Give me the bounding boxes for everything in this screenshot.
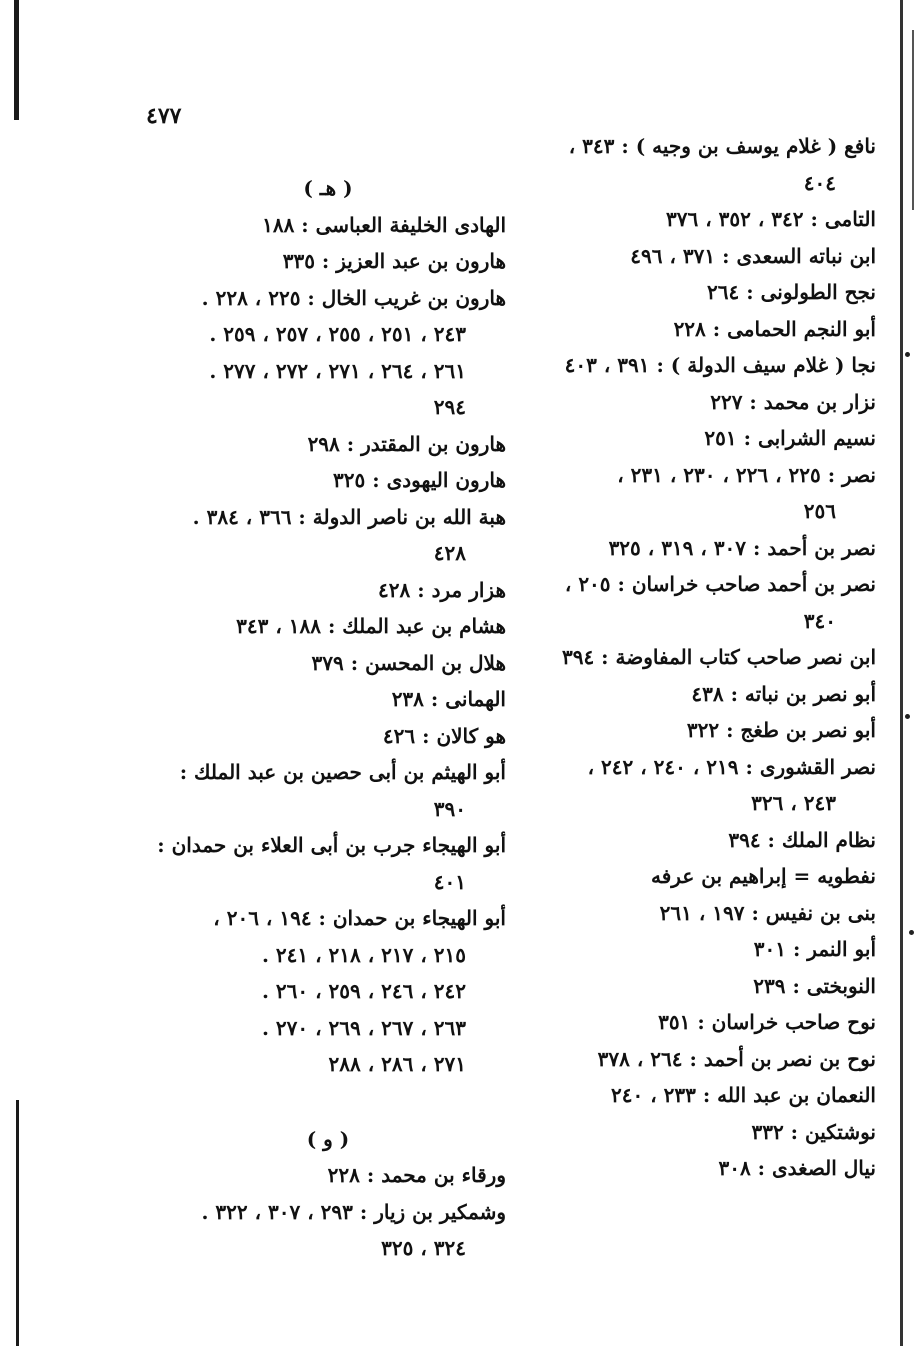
index-entry: ابن نصر صاحب كتاب المفاوضة : ٣٩٤ (561, 645, 876, 669)
index-entry-continuation: ٣٩٠ (433, 796, 466, 821)
index-entry: نصر : ٢٢٥ ، ٢٢٦ ، ٢٣٠ ، ٢٣١ ، (617, 462, 876, 487)
index-entry: نسيم الشرابى : ٢٥١ (704, 426, 876, 450)
page-number: ٤٧٧ (146, 103, 182, 129)
index-entry: أبو الهيجاء بن حمدان : ١٩٤ ، ٢٠٦ ، (213, 906, 506, 930)
index-entry: نوح صاحب خراسان : ٣٥١ (658, 1010, 876, 1034)
index-entry-continuation: ٣٤٠ (803, 608, 836, 633)
index-entry-continuation: ٢٥٦ (803, 499, 836, 523)
section-ha-entries (150, 207, 506, 1083)
index-entry: بنى بن نفيس : ١٩٧ ، ٢٦١ (659, 900, 876, 925)
index-entry: هزار مرد : ٤٢٨ (378, 577, 506, 602)
index-entry-continuation: ٤٠١ (433, 869, 466, 894)
index-entry-continuation: ٢٧١ ، ٢٨٦ ، ٢٨٨ (328, 1052, 466, 1076)
index-entry: هبة الله بن ناصر الدولة : ٣٦٦ ، ٣٨٤ . (192, 504, 506, 529)
index-entry-continuation: ٣٢٤ ، ٣٢٥ (381, 1236, 466, 1260)
index-entry-continuation: ٤٢٨ (433, 541, 466, 565)
index-entry-continuation: ٢٤٢ ، ٢٤٦ ، ٢٥٩ ، ٢٦٠ . (261, 979, 466, 1003)
scan-speck (905, 714, 910, 719)
scan-edge-top (14, 0, 19, 120)
index-entry: أبو النجم الحمامى : ٢٢٨ (673, 316, 876, 341)
index-entry: نصر بن أحمد صاحب خراسان : ٢٠٥ ، (564, 572, 876, 596)
index-entry: الهادى الخليفة العباسى : ١٨٨ (262, 212, 506, 237)
index-entry: هلال بن المحسن : ٣٧٩ (311, 650, 506, 675)
index-entry: التامى : ٣٤٢ ، ٣٥٢ ، ٣٧٦ (666, 207, 876, 231)
index-entry: هو كالان : ٤٢٦ (382, 723, 506, 748)
section-heading-waw: ( و ) (306, 1126, 350, 1151)
index-entry: هارون بن غريب الخال : ٢٢٥ ، ٢٢٨ . (201, 285, 506, 310)
index-entry-continuation: ٢١٥ ، ٢١٧ ، ٢١٨ ، ٢٤١ . (261, 942, 466, 967)
section-gap (150, 1083, 506, 1121)
index-entry: أبو الهيجاء جرب بن أبى العلاء بن حمدان : (157, 833, 506, 857)
index-column-left (150, 170, 506, 1267)
index-entry: هشام بن عبد الملك : ١٨٨ ، ٣٤٣ (236, 614, 506, 638)
index-entry: نزار بن محمد : ٢٢٧ (710, 389, 876, 414)
scan-edge-left (16, 1100, 19, 1346)
index-entry: أبو نصر بن طغج : ٣٢٢ (686, 718, 876, 742)
index-entry: النعمان بن عبد الله : ٢٣٣ ، ٢٤٠ (611, 1083, 876, 1107)
index-entry-continuation: ٢٦١ ، ٢٦٤ ، ٢٧١ ، ٢٧٢ ، ٢٧٧ . (209, 358, 466, 383)
index-entry: النوبختى : ٢٣٩ (753, 973, 876, 998)
index-entry: هارون بن عبد العزيز : ٣٣٥ (282, 249, 506, 273)
index-entry: نوشتكين : ٣٣٢ (751, 1119, 876, 1144)
index-entry-continuation: ٢٩٤ (433, 395, 466, 419)
index-entry: نفطويه = إبراهيم بن عرفه (651, 864, 876, 888)
index-entry: نوح بن نصر بن أحمد : ٢٦٤ ، ٣٧٨ (597, 1046, 876, 1071)
index-entry-continuation: ٤٠٤ (803, 170, 836, 195)
index-entry: نصر القشورى : ٢١٩ ، ٢٤٠ ، ٢٤٢ ، (587, 754, 876, 779)
index-entry: وشمكير بن زيار : ٢٩٣ ، ٣٠٧ ، ٣٢٢ . (201, 1199, 506, 1224)
index-entry: نافع ( غلام يوسف بن وجيه ) : ٣٤٣ ، (568, 134, 876, 158)
section-waw-entries (150, 1157, 506, 1267)
index-entry: نجح الطولونى : ٢٦٤ (707, 280, 876, 304)
index-entry: نيال الصغدى : ٣٠٨ (718, 1156, 876, 1180)
scan-speck (909, 930, 914, 935)
index-entry-continuation: ٢٦٣ ، ٢٦٧ ، ٢٦٩ ، ٢٧٠ . (261, 1015, 466, 1040)
index-entry: ابن نباته السعدى : ٣٧١ ، ٤٩٦ (630, 243, 876, 268)
index-entry-continuation: ٢٤٣ ، ٣٢٦ (751, 791, 836, 815)
section-heading-ha: ( هـ ) (303, 176, 353, 200)
index-column-right (520, 128, 876, 1187)
index-entry: أبو النمر : ٣٠١ (753, 937, 876, 961)
index-entry: هارون بن المقتدر : ٢٩٨ (307, 431, 506, 456)
index-entry: ورقاء بن محمد : ٢٢٨ (327, 1163, 506, 1187)
index-entry: أبو الهيثم بن أبى حصين بن عبد الملك : (179, 760, 506, 784)
index-entry: نظام الملك : ٣٩٤ (728, 827, 876, 852)
index-entry: هارون اليهودى : ٣٢٥ (333, 468, 506, 492)
index-entry: أبو نصر بن نباته : ٤٣٨ (691, 681, 876, 706)
index-entry: نجا ( غلام سيف الدولة ) : ٣٩١ ، ٤٠٣ (564, 353, 876, 377)
scan-edge-right (900, 0, 903, 1346)
index-entry: نصر بن أحمد : ٣٠٧ ، ٣١٩ ، ٣٢٥ (608, 535, 876, 560)
scan-edge-right-inner (912, 30, 914, 210)
index-entry-continuation: ٢٤٣ ، ٢٥١ ، ٢٥٥ ، ٢٥٧ ، ٢٥٩ . (209, 322, 466, 346)
index-entry: الهمانى : ٢٣٨ (391, 687, 506, 711)
scan-speck (905, 352, 910, 357)
